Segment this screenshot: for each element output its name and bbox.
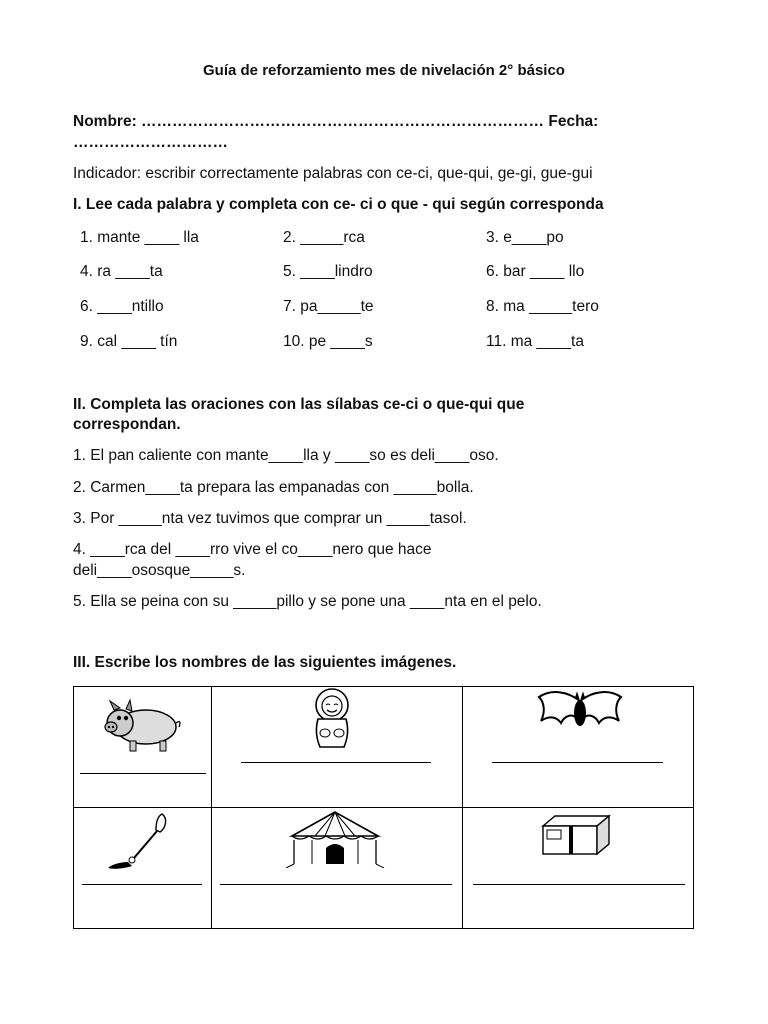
eskimo-icon: [302, 687, 362, 749]
word-item: 9. cal ____ tín: [80, 333, 178, 350]
circus-tent-icon: [282, 810, 388, 868]
section-2-heading-line2: correspondan.: [73, 416, 181, 433]
image-table: [73, 686, 694, 929]
sentence-item: 1. El pan caliente con mante____lla y ____so es deli____oso.: [73, 447, 499, 464]
answer-line[interactable]: [82, 884, 202, 885]
word-item: 10. pe ____s: [283, 333, 373, 350]
answer-line[interactable]: [492, 762, 663, 763]
name-label: Nombre:: [73, 113, 137, 130]
word-item: 5. ____lindro: [283, 263, 373, 280]
word-item: 4. ra ____ta: [80, 263, 163, 280]
name-row: [73, 113, 598, 131]
word-item: 11. ma ____ta: [486, 333, 584, 350]
word-item: 3. e____po: [486, 229, 564, 246]
paintbrush-icon: [104, 812, 174, 872]
word-item: 7. pa_____te: [283, 298, 374, 315]
date-label: Fecha:: [548, 113, 599, 130]
answer-line[interactable]: [241, 762, 431, 763]
word-item: 1. mante ____ lla: [80, 229, 199, 246]
image-cell: [212, 687, 463, 808]
word-item: 6. ____ntillo: [80, 298, 164, 315]
section-1-heading: I. Lee cada palabra y completa con ce- ci o que - qui según corresponda: [73, 196, 604, 213]
box-icon: [539, 814, 613, 856]
image-cell: [74, 808, 212, 929]
word-item: 6. bar ____ llo: [486, 263, 585, 280]
answer-line[interactable]: [220, 884, 452, 885]
bat-icon: [537, 689, 623, 733]
indicator-text: Indicador: escribir correctamente palabras con ce-ci, que-qui, ge-gi, gue-gui: [73, 165, 593, 182]
sentence-item: 2. Carmen____ta prepara las empanadas con _____bolla.: [73, 479, 474, 496]
answer-line[interactable]: [473, 884, 685, 885]
image-cell: [212, 808, 463, 929]
section-3-heading: III. Escribe los nombres de las siguientes imágenes.: [73, 654, 457, 671]
name-field[interactable]: ……………………………………………………………………: [141, 113, 545, 130]
sentence-item: 4. ____rca del ____rro vive el co____nero que hace: [73, 541, 432, 558]
image-cell: [74, 687, 212, 808]
page-title: Guía de reforzamiento mes de nivelación 2° básico: [203, 62, 565, 79]
pig-icon: [102, 697, 182, 753]
word-item: 2. _____rca: [283, 229, 365, 246]
sentence-item: deli____ososque_____s.: [73, 562, 246, 579]
answer-line[interactable]: [80, 773, 206, 774]
section-2-heading-line1: II. Completa las oraciones con las sílabas ce-ci o que-qui que: [73, 396, 525, 413]
image-cell: [463, 808, 694, 929]
word-item: 8. ma _____tero: [486, 298, 599, 315]
sentence-item: 3. Por _____nta vez tuvimos que comprar un _____tasol.: [73, 510, 467, 527]
sentence-item: 5. Ella se peina con su _____pillo y se pone una ____nta en el pelo.: [73, 593, 542, 610]
image-cell: [463, 687, 694, 808]
date-field[interactable]: …………………………: [73, 134, 228, 151]
